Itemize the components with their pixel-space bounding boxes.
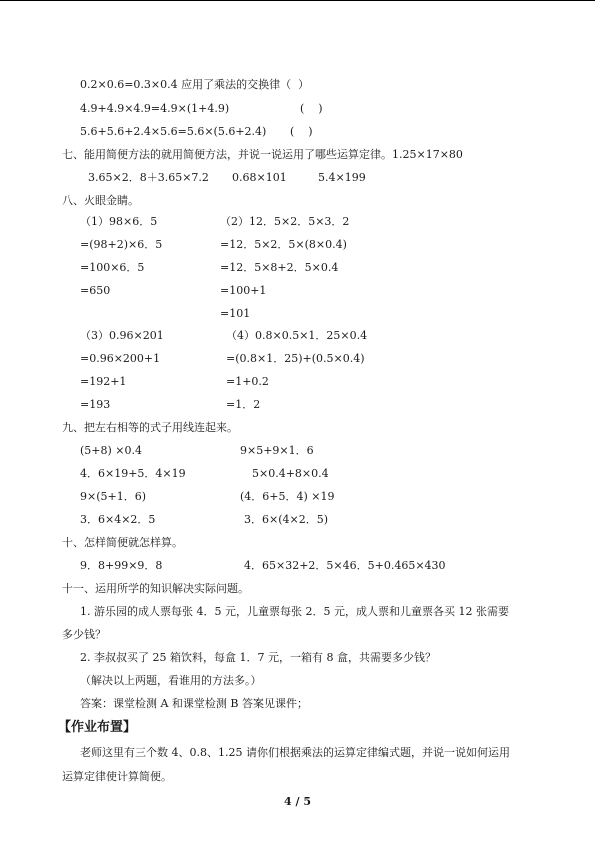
- problem-4-expr: （4）0.8×0.5×1．25×0.4: [226, 329, 368, 342]
- word-problem-1: 1. 游乐园的成人票每张 4．5 元，儿童票每张 2．5 元，成人票和儿童票各买 12 张需要: [80, 605, 509, 618]
- word-problem-2: 2. 李叔叔买了 25 箱饮料，每盒 1．7 元，一箱有 8 盒，共需要多少钱？: [80, 651, 436, 664]
- problem-2-step-2: =12．5×8+2．5×0.4: [220, 261, 339, 274]
- match-left-2: 4．6×19+5．4×19: [80, 467, 186, 480]
- problem-2-step-4: =101: [220, 307, 251, 320]
- problem-3-step-3: =193: [80, 398, 111, 411]
- judge-item-3: 5.6+5.6+2.4×5.6=5.6×(5.6+2.4): [80, 125, 267, 138]
- problem-3-step-2: =192+1: [80, 375, 127, 388]
- section-7-title: 七、能用简便方法的就用简便方法，并说一说运用了哪些运算定律。1.25×17×80: [62, 148, 463, 161]
- section-8-title: 八、火眼金睛。: [62, 194, 139, 207]
- word-problem-note: （解决以上两题，看谁用的方法多。）: [80, 674, 262, 687]
- section-10-expr-2: 4．65×32+2．5×46．5+0.465×430: [244, 559, 446, 572]
- problem-4-step-3: =1．2: [226, 398, 261, 411]
- problem-1-step-2: =100×6．5: [80, 261, 145, 274]
- match-left-4: 3．6×4×2．5: [80, 513, 156, 526]
- page-top-rule: [0, 0, 595, 1]
- judge-item-3-blank: ( ): [290, 125, 313, 138]
- word-problem-1-cont: 多少钱？: [62, 628, 106, 641]
- judge-item-2-blank: ( ): [300, 102, 323, 115]
- homework-text-2: 运算定律使计算简便。: [62, 770, 172, 783]
- page-number: 4 / 5: [284, 795, 311, 808]
- match-left-1: (5+8) ×0.4: [80, 444, 143, 457]
- problem-1-expr: （1）98×6．5: [80, 215, 158, 228]
- judge-item-2: 4.9+4.9×4.9=4.9×(1+4.9): [80, 102, 230, 115]
- section-11-title: 十一、运用所学的知识解决实际问题。: [62, 582, 249, 595]
- match-right-1: 9×5+9×1．6: [240, 444, 314, 457]
- section-7-expr-1: 3.65×2．8＋3.65×7.2: [88, 171, 209, 184]
- match-right-4: 3．6×(4×2．5): [244, 513, 329, 526]
- problem-2-expr: （2）12．5×2．5×3．2: [220, 215, 350, 228]
- homework-heading: 【作业布置】: [58, 720, 137, 735]
- problem-1-step-3: =650: [80, 284, 111, 297]
- section-7-expr-3: 5.4×199: [318, 171, 366, 184]
- answer-note: 答案：课堂检测 A 和课堂检测 B 答案见课件；: [80, 697, 309, 710]
- problem-3-expr: （3）0.96×201: [80, 329, 164, 342]
- problem-4-step-2: =1+0.2: [226, 375, 269, 388]
- section-10-expr-1: 9．8+99×9．8: [80, 559, 163, 572]
- problem-2-step-3: =100+1: [220, 284, 267, 297]
- problem-2-step-1: =12．5×2．5×(8×0.4): [220, 238, 347, 251]
- section-10-title: 十、怎样简便就怎样算。: [62, 536, 183, 549]
- problem-3-step-1: =0.96×200+1: [80, 352, 161, 365]
- match-right-3: (4．6+5．4) ×19: [240, 490, 335, 503]
- section-9-title: 九、把左右相等的式子用线连起来。: [62, 421, 238, 434]
- problem-4-step-1: =(0.8×1．25)+(0.5×0.4): [226, 352, 365, 365]
- homework-text-1: 老师这里有三个数 4、0.8、1.25 请你们根据乘法的运算定律编式题，并说一说如何运用: [80, 746, 510, 759]
- match-left-3: 9×(5+1．6): [80, 490, 147, 503]
- problem-1-step-1: =(98+2)×6．5: [80, 238, 163, 251]
- judge-item-1: 0.2×0.6=0.3×0.4 应用了乘法的交换律（ ）: [80, 78, 310, 91]
- match-right-2: 5×0.4+8×0.4: [252, 467, 329, 480]
- section-7-expr-2: 0.68×101: [232, 171, 287, 184]
